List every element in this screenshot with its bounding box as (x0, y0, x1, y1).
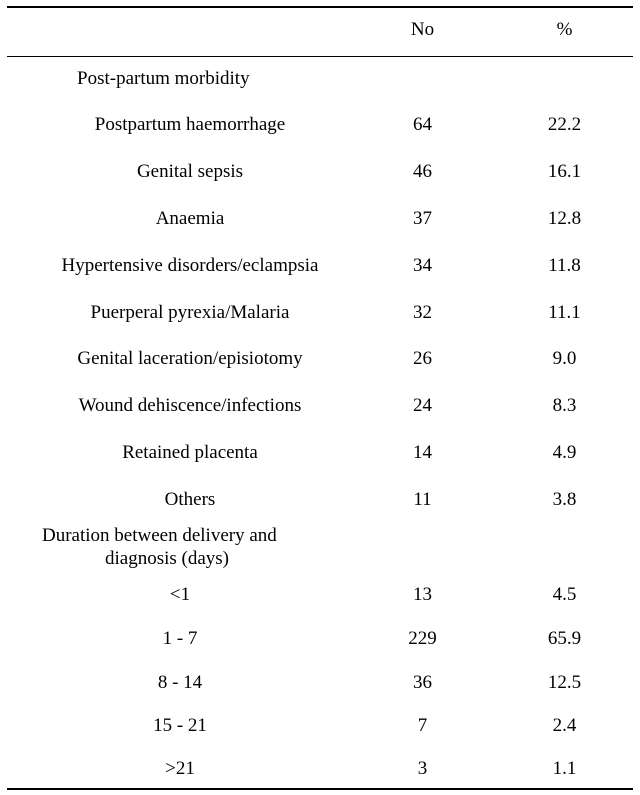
row-label: Genital sepsis (136, 161, 244, 182)
row-no: 36 (413, 672, 432, 693)
row-label: Genital laceration/episiotomy (77, 348, 303, 369)
row-pct: 1.1 (552, 758, 577, 779)
row-no: 13 (413, 584, 432, 605)
row-pct: 65.9 (547, 628, 582, 649)
row-no: 229 (408, 628, 437, 649)
row-no: 14 (413, 442, 432, 463)
row-no: 24 (413, 395, 432, 416)
row-pct: 2.4 (552, 715, 577, 736)
row-label: Others (164, 489, 216, 510)
row-pct: 12.5 (547, 672, 582, 693)
section-title-duration-line1: Duration between delivery and (42, 525, 277, 546)
row-label: 1 - 7 (162, 628, 198, 649)
row-label: <1 (169, 584, 191, 605)
row-no: 64 (413, 114, 432, 135)
row-no: 37 (413, 208, 432, 229)
row-label: Puerperal pyrexia/Malaria (90, 302, 290, 323)
row-pct: 12.8 (547, 208, 582, 229)
row-pct: 16.1 (547, 161, 582, 182)
row-label: Retained placenta (122, 442, 258, 463)
row-label: Anaemia (155, 208, 225, 229)
section-title-postpartum-morbidity: Post-partum morbidity (77, 68, 250, 89)
row-no: 7 (417, 715, 428, 736)
header-percent: % (556, 19, 573, 40)
row-no: 46 (413, 161, 432, 182)
row-no: 26 (413, 348, 432, 369)
row-no: 3 (417, 758, 428, 779)
row-no: 32 (413, 302, 432, 323)
row-label: Postpartum haemorrhage (94, 114, 286, 135)
row-pct: 4.5 (552, 584, 577, 605)
row-no: 11 (413, 489, 432, 510)
row-pct: 9.0 (552, 348, 577, 369)
row-label: Hypertensive disorders/eclampsia (61, 255, 319, 276)
section-title-duration-line2: diagnosis (days) (105, 548, 230, 569)
row-label: 15 - 21 (153, 715, 207, 736)
row-label: >21 (165, 758, 195, 779)
row-pct: 22.2 (547, 114, 582, 135)
row-label: 8 - 14 (157, 672, 203, 693)
row-pct: 11.8 (548, 255, 581, 276)
row-pct: 4.9 (552, 442, 577, 463)
table-top-rule (7, 6, 633, 8)
header-rule (7, 56, 633, 57)
table-bottom-rule (7, 788, 633, 790)
row-pct: 8.3 (552, 395, 577, 416)
header-no: No (410, 19, 435, 40)
row-label: Wound dehiscence/infections (78, 395, 302, 416)
row-pct: 11.1 (548, 302, 581, 323)
row-no: 34 (413, 255, 432, 276)
row-pct: 3.8 (552, 489, 577, 510)
